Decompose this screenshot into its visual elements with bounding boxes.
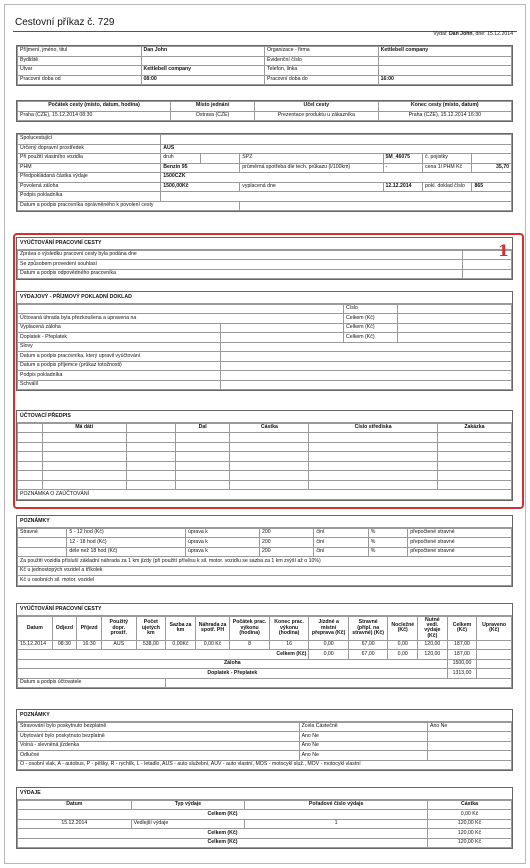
notes-row bbox=[18, 538, 512, 548]
billing-cell: 0,00Kč bbox=[166, 640, 196, 650]
cash-heading: VÝDAJOVÝ - PŘÍJMOVÝ POKLADNÍ DOKLAD bbox=[17, 292, 512, 304]
vehicle-value: AUS bbox=[161, 144, 512, 154]
doc-value: 865 bbox=[472, 182, 512, 192]
issued-label: Vydal: bbox=[433, 31, 448, 37]
expenses-section bbox=[16, 787, 513, 849]
highlight-frame bbox=[13, 233, 524, 509]
trip-place-header: Místo jednání bbox=[171, 102, 255, 112]
billing-total: 0,00 bbox=[309, 650, 349, 660]
billing-cell: 67,00 bbox=[348, 640, 388, 650]
billing-col: Konec prac. výkonu (hodina) bbox=[269, 616, 309, 640]
meals-opts: Zcela Částečně bbox=[299, 722, 427, 732]
cash-cashier-label: Podpis pokladníka bbox=[18, 371, 221, 381]
booking-col-amount: Částka bbox=[230, 423, 309, 433]
org-label: Organizace - firma bbox=[265, 47, 379, 57]
meal-pct-label: činí bbox=[314, 528, 368, 538]
billing-col: Počátek prac. výkonu (hodina) bbox=[230, 616, 270, 640]
total-label: Celkem (Kč) bbox=[344, 333, 398, 343]
remarks-blank bbox=[428, 741, 512, 751]
sign2-label: Datum a podpis příjemce (průkaz totožnosti) bbox=[18, 361, 221, 371]
remarks-blank bbox=[428, 751, 512, 761]
advance-label: Povolená záloha bbox=[18, 182, 161, 192]
words-label: Slovy bbox=[18, 342, 221, 352]
expenses-amount: 120,00 Kč bbox=[428, 829, 512, 839]
billing-heading: VYÚČTOVÁNÍ PRACOVNÍ CESTY bbox=[17, 604, 512, 616]
personal-section bbox=[16, 45, 513, 86]
policy-label: č. pojistky bbox=[423, 154, 472, 164]
issued-info: Vydal: Dan John, dne: 15.12.2014 bbox=[433, 31, 513, 37]
expenses-col-number: Pořadové číslo výdaje bbox=[245, 800, 428, 810]
booking-col-center: Číslo střediska bbox=[309, 423, 437, 433]
billing-col: Upraveno (Kč) bbox=[477, 616, 512, 640]
work-from-value: 08:00 bbox=[141, 75, 265, 85]
billing-blank bbox=[477, 659, 512, 669]
org-value: Kettlebell company bbox=[378, 47, 511, 57]
meal-val: 200 bbox=[260, 547, 314, 557]
document-title: Cestovní příkaz č. 729 bbox=[15, 17, 115, 28]
meal-pct-label: činí bbox=[314, 547, 368, 557]
expenses-number: 1 bbox=[245, 819, 428, 829]
reimb-label: Účtovaná úhrada byla přezkoušena a upravena na bbox=[18, 314, 344, 324]
spz-value: 5M_46075 bbox=[383, 154, 423, 164]
meal-range: déle než 18 hod (Kč) bbox=[67, 547, 186, 557]
billing-cell: 0,00 Kč bbox=[195, 640, 230, 650]
meal-adj: úprava k bbox=[185, 528, 259, 538]
billing-cell: 8 bbox=[230, 640, 270, 650]
expenses-amount: 120,00 Kč bbox=[428, 819, 512, 829]
dept-value: Kettlebell company bbox=[141, 66, 265, 76]
estimate-label: Předpokládaná částka výdaje bbox=[18, 173, 161, 183]
fuel-value: Benzin 95 bbox=[161, 163, 240, 173]
meal-recalc: přepočtené stravné bbox=[408, 547, 512, 557]
document-page bbox=[4, 4, 526, 864]
notes-row bbox=[18, 528, 512, 538]
billing-col: Nocležné (Kč) bbox=[388, 616, 418, 640]
consumption-label: průměrná spotřeba dle tech. průkazu (l/100km) bbox=[240, 163, 383, 173]
billing-surcharge-label: Doplatek - Přeplatek bbox=[18, 669, 448, 679]
booking-col-order: Zakázka bbox=[437, 423, 511, 433]
billing-total-row bbox=[18, 650, 512, 660]
type-label: druh bbox=[161, 154, 201, 164]
lodging-label: Ubytování bylo poskytnuto bezplatně bbox=[18, 732, 300, 742]
billing-cell: 08:30 bbox=[52, 640, 77, 650]
total-label: Celkem (Kč) bbox=[344, 314, 398, 324]
billing-sign-value bbox=[166, 678, 512, 688]
leave-yesno: Ano Ne bbox=[299, 751, 427, 761]
booking-heading: ÚČTOVACÍ PŘEDPIS bbox=[17, 411, 512, 423]
meal-val: 200 bbox=[260, 538, 314, 548]
trip-place-value: Ostrava (CZE) bbox=[171, 111, 255, 121]
spz-label: SPZ bbox=[240, 154, 383, 164]
approver-label: Datum a podpis pracovníka oprávněného k povolení cesty bbox=[18, 201, 240, 211]
settlement-heading: VYÚČTOVÁNÍ PRACOVNÍ CESTY bbox=[17, 238, 512, 250]
billing-cell bbox=[477, 640, 512, 650]
notes-heading: POZNÁMKY bbox=[17, 516, 512, 528]
approved-label: Schválil bbox=[18, 380, 221, 390]
number-label: Číslo bbox=[344, 304, 398, 314]
meal-pct: % bbox=[368, 528, 408, 538]
meal-pct: % bbox=[368, 538, 408, 548]
notes-section bbox=[16, 515, 513, 587]
meal-pct: % bbox=[368, 547, 408, 557]
single-track-note: Kč u jednostopých vozidel a tříkolek bbox=[18, 566, 512, 576]
trip-start-header: Počátek cesty (místo, datum, hodina) bbox=[18, 102, 171, 112]
meal-val: 200 bbox=[260, 528, 314, 538]
companion-value bbox=[161, 135, 512, 145]
phone-label: Telefon, linka bbox=[265, 66, 379, 76]
type-value bbox=[200, 154, 240, 164]
booking-col-debit: Má dáti bbox=[42, 423, 126, 433]
expenses-total-label: Celkem (Kč) bbox=[18, 838, 428, 848]
issued-date-label: dne: bbox=[475, 31, 486, 37]
billing-surcharge-value: 1313,00 bbox=[447, 669, 477, 679]
doc-label: pokl. doklad číslo bbox=[423, 182, 472, 192]
policy-value bbox=[472, 154, 512, 164]
meal-recalc: přepočtené stravné bbox=[408, 538, 512, 548]
billing-col: Použitý dopr. prostř. bbox=[101, 616, 136, 640]
meals-yesno: Ano Ne bbox=[428, 722, 512, 732]
remarks-heading: POZNÁMKY bbox=[17, 710, 512, 722]
dept-label: Útvar bbox=[18, 66, 142, 76]
billing-blank bbox=[477, 669, 512, 679]
expenses-col-type: Typ výdaje bbox=[131, 800, 245, 810]
billing-col: Náhrada za spotř. PH bbox=[195, 616, 230, 640]
billing-section bbox=[16, 603, 513, 689]
expenses-row bbox=[18, 829, 512, 839]
paid-label: vyplacená dne bbox=[240, 182, 383, 192]
issued-by: Dan John bbox=[448, 31, 473, 37]
expenses-date: 15.12.2014 bbox=[18, 819, 132, 829]
work-from-label: Pracovní doba od bbox=[18, 75, 142, 85]
billing-col: Příjezd bbox=[77, 616, 102, 640]
work-to-value: 16:00 bbox=[378, 75, 511, 85]
price-value: 35,70 bbox=[472, 163, 512, 173]
billing-total: 120,00 bbox=[418, 650, 448, 660]
car-note: Kč u osobních sil. motor. vozidel bbox=[18, 576, 512, 586]
own-vehicle-label: Při použití vlastního vozidla bbox=[18, 154, 161, 164]
billing-col: Celkem (Kč) bbox=[447, 616, 477, 640]
leave-label: Odlučné bbox=[18, 751, 300, 761]
trip-purpose-value: Prezentace produktu u zákazníka bbox=[255, 111, 379, 121]
residence-label: Bydliště bbox=[18, 56, 142, 66]
billing-cell: 16:30 bbox=[77, 640, 102, 650]
meal-range: 5 - 12 hod (Kč) bbox=[67, 528, 186, 538]
expenses-col-date: Datum bbox=[18, 800, 132, 810]
expenses-row bbox=[18, 819, 512, 829]
settlement-row: Zpráva o výsledku pracovní cesty byla podána dne bbox=[18, 250, 463, 260]
price-label: cena 1l PHM Kč bbox=[423, 163, 472, 173]
expenses-type: Vedlejší výdaje bbox=[131, 819, 245, 829]
issued-date: 15.12.2014 bbox=[487, 31, 513, 37]
work-to-label: Pracovní doba do bbox=[265, 75, 379, 85]
cashier-value bbox=[161, 192, 512, 202]
ticket-yesno: Ano Ne bbox=[299, 741, 427, 751]
surcharge-label: Doplatek - Přeplatek bbox=[18, 333, 221, 343]
consumption-value: - bbox=[383, 163, 423, 173]
fuel-label: PHM bbox=[18, 163, 161, 173]
meal-blank bbox=[18, 547, 67, 557]
billing-col: Nutné vedl. výdaje (Kč) bbox=[418, 616, 448, 640]
estimate-value: 1500CZK bbox=[161, 173, 512, 183]
settlement-row: Datum a podpis odpovědného pracovníka bbox=[18, 269, 463, 279]
billing-total: 187,00 bbox=[447, 650, 477, 660]
billing-total: 0,00 bbox=[388, 650, 418, 660]
billing-sign-label: Datum a podpis účtovatele bbox=[18, 678, 166, 688]
expenses-total-label: Celkem (Kč) bbox=[18, 829, 428, 839]
remarks-blank bbox=[428, 732, 512, 742]
evidence-value bbox=[378, 56, 511, 66]
notes-row bbox=[18, 547, 512, 557]
meal-label: Stravné bbox=[18, 528, 67, 538]
billing-col: Odjezd bbox=[52, 616, 77, 640]
billing-row bbox=[18, 640, 512, 650]
trip-start-value: Praha (CZE), 15.12.2014 08:30 bbox=[18, 111, 171, 121]
expenses-row bbox=[18, 810, 512, 820]
phone-value bbox=[378, 66, 511, 76]
paid-value: 12.12.2014 bbox=[383, 182, 423, 192]
billing-cell: 15.12.2014 bbox=[18, 640, 53, 650]
total-label: Celkem (Kč) bbox=[344, 323, 398, 333]
companion-label: Spolucestující bbox=[18, 135, 161, 145]
trip-section bbox=[16, 100, 513, 122]
billing-cell: 538,00 bbox=[136, 640, 166, 650]
cashier-label: Podpis pokladníka bbox=[18, 192, 161, 202]
expenses-col-amount: Částka bbox=[428, 800, 512, 810]
advance-value: 1500,00Kč bbox=[161, 182, 240, 192]
billing-advance-label: Záloha bbox=[18, 659, 448, 669]
details-section bbox=[16, 133, 513, 212]
billing-blank bbox=[477, 650, 512, 660]
billing-cell: AUS bbox=[101, 640, 136, 650]
ticket-label: Volná - slevněná jízdenka bbox=[18, 741, 300, 751]
trip-end-value: Praha (CZE), 15.12.2014 16:30 bbox=[378, 111, 511, 121]
meal-adj: úprava k bbox=[185, 538, 259, 548]
meal-range: 12 - 18 hod (Kč) bbox=[67, 538, 186, 548]
surname-value: Dan John bbox=[141, 47, 265, 57]
highlight-badge: 1 bbox=[497, 241, 509, 260]
billing-col: Počet ujetých km bbox=[136, 616, 166, 640]
booking-note: POZNÁMKA O ZAÚČTOVÁNÍ bbox=[18, 490, 512, 500]
billing-col: Jízdné a místní přeprava (Kč) bbox=[309, 616, 349, 640]
expenses-row bbox=[18, 838, 512, 848]
vehicle-label: Určený dopravní prostředek bbox=[18, 144, 161, 154]
compensation-note: Za použití vozidla přísluší základní náhrada za 1 km jízdy (při použití přívěsu k sil. motor. vozidlu se sazba za 1 km zvýší až o 10%) bbox=[18, 557, 512, 567]
billing-col: Sazba za km bbox=[166, 616, 196, 640]
trip-purpose-header: Účel cesty bbox=[255, 102, 379, 112]
approver-value bbox=[240, 201, 512, 211]
meal-adj: úprava k bbox=[185, 547, 259, 557]
booking-col-credit: Dal bbox=[176, 423, 230, 433]
billing-advance-value: 1500,00 bbox=[447, 659, 477, 669]
settlement-row: Se způsobem provedení souhlasí bbox=[18, 260, 463, 270]
meal-blank bbox=[18, 538, 67, 548]
billing-total: 67,00 bbox=[348, 650, 388, 660]
remarks-section bbox=[16, 709, 513, 771]
evidence-label: Evidenční číslo bbox=[265, 56, 379, 66]
billing-cell: 120,00 bbox=[418, 640, 448, 650]
billing-cell: 16 bbox=[269, 640, 309, 650]
billing-total-label: Celkem (Kč) bbox=[18, 650, 309, 660]
billing-cell: 0,00 bbox=[309, 640, 349, 650]
expenses-amount: 120,00 Kč bbox=[428, 838, 512, 848]
billing-cell: 187,00 bbox=[447, 640, 477, 650]
meals-label: Stravování bylo poskytnuto bezplatně bbox=[18, 722, 300, 732]
expenses-total-label: Celkem (Kč) bbox=[18, 810, 428, 820]
surname-label: Příjmení, jméno, titul bbox=[18, 47, 142, 57]
residence-value bbox=[141, 56, 265, 66]
expenses-amount: 0,00 Kč bbox=[428, 810, 512, 820]
cash-advance-label: Vyplacená záloha bbox=[18, 323, 221, 333]
expenses-heading: VÝDAJE bbox=[17, 788, 512, 800]
trip-end-header: Konec cesty (místo, datum) bbox=[378, 102, 511, 112]
billing-col: Datum bbox=[18, 616, 53, 640]
transport-legend: O - osobní vlak, A - autobus, P - pěšky, R - rychlík, L - letadlo, AUS - auto služební, AUV - auto vlastní, MOS - motocykl služ., MOV - motocykl vlastní bbox=[18, 760, 512, 770]
meal-pct-label: činí bbox=[314, 538, 368, 548]
meal-recalc: přepočtené stravné bbox=[408, 528, 512, 538]
sign1-label: Datum a podpis pracovníka, který upravil vyúčtování bbox=[18, 352, 221, 362]
billing-col: Stravné (přípl. na stravné) (Kč) bbox=[348, 616, 388, 640]
billing-cell: 0,00 bbox=[388, 640, 418, 650]
lodging-yesno: Ano Ne bbox=[299, 732, 427, 742]
